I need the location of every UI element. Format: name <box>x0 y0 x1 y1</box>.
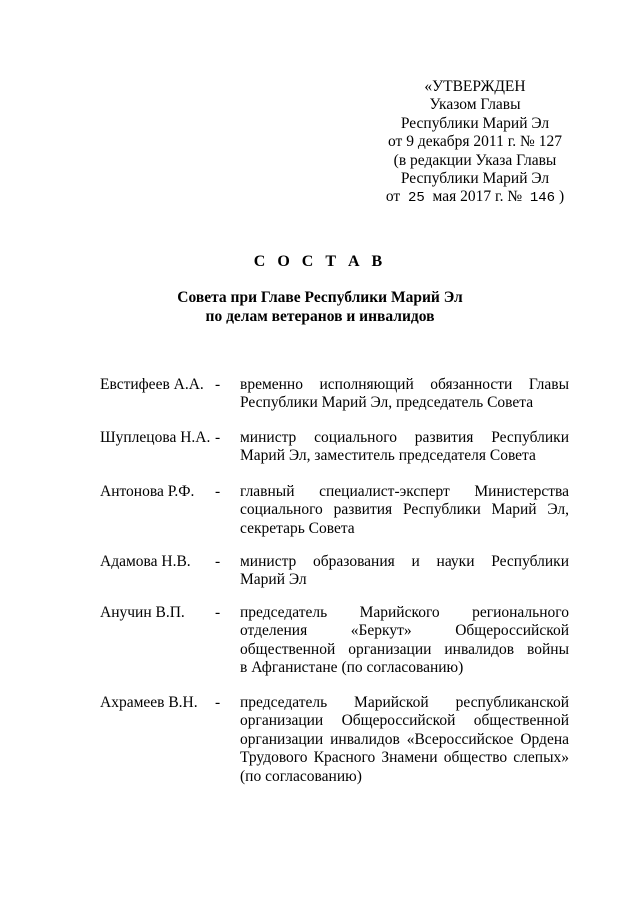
subtitle-line: Совета при Главе Республики Марий Эл <box>177 289 463 306</box>
role-line: министр образования и науки Республики <box>240 553 569 570</box>
member-name: Анучин В.П. <box>100 604 185 621</box>
role-line: секретарь Совета <box>240 519 355 537</box>
approval-date-day: 25 <box>407 190 425 207</box>
approval-date-middle: мая 2017 г. № <box>432 188 523 206</box>
role-line: общественной организации инвалидов войны <box>240 640 569 658</box>
role-line: Республики Марий Эл, председатель Совета <box>240 394 534 412</box>
role-line: социального развития Республики Марий Эл, <box>240 501 569 519</box>
role-line: организации инвалидов «Всероссийское Ордена <box>240 730 569 748</box>
member-name: Евстифеев А.А. <box>100 376 204 393</box>
approval-line: «УТВЕРЖДЕН <box>424 78 526 95</box>
role-line: Марий Эл, заместитель председателя Совета <box>240 447 536 465</box>
role-line: Трудового Красного Знамени общество слепых» <box>240 749 569 767</box>
member-dash: - <box>215 694 221 711</box>
role-line: в Афганистане (по согласованию) <box>240 659 464 677</box>
subtitle-line: по делам ветеранов и инвалидов <box>205 307 435 325</box>
role-line: главный специалист-эксперт Министерства <box>240 483 569 500</box>
role-line: временно исполняющий обязанности Главы <box>240 376 569 393</box>
role-line: Марий Эл <box>240 571 307 589</box>
role-line: (по согласованию) <box>240 767 362 785</box>
member-dash: - <box>215 376 221 393</box>
member-name: Ахрамеев В.Н. <box>100 694 198 711</box>
document-subtitle <box>0 289 640 326</box>
approval-line: Республики Марий Эл <box>400 170 550 188</box>
role-line: председатель Марийской республиканской <box>240 694 569 711</box>
approval-line: от 9 декабря 2011 г. № 127 <box>388 133 562 151</box>
member-role <box>240 376 569 413</box>
member-role <box>240 429 569 466</box>
member-dash: - <box>215 483 221 500</box>
role-line: председатель Марийского регионального <box>240 604 569 621</box>
approval-stamp <box>360 78 590 208</box>
member-role <box>240 604 569 678</box>
approval-date-number: 146 <box>529 190 556 207</box>
member-dash: - <box>215 604 221 621</box>
approval-date-suffix: ) <box>558 188 565 206</box>
approval-date-line <box>360 188 590 207</box>
document-title: С О С Т А В <box>253 253 387 270</box>
member-role <box>240 483 569 538</box>
member-role <box>240 553 569 590</box>
member-dash: - <box>215 429 221 446</box>
member-role <box>240 694 569 786</box>
role-line: организации Общероссийской общественной <box>240 712 569 730</box>
role-line: министр социального развития Республики <box>240 429 569 446</box>
member-name: Адамова Н.В. <box>100 553 191 570</box>
member-dash: - <box>215 553 221 570</box>
member-name: Шуплецова Н.А. <box>100 429 211 446</box>
member-name: Антонова Р.Ф. <box>100 483 195 500</box>
approval-line: Республики Марий Эл <box>400 114 550 132</box>
role-line: отделения «Беркут» Общероссийской <box>240 622 569 640</box>
approval-line: Указом Главы <box>429 96 521 114</box>
approval-line: (в редакции Указа Главы <box>393 151 557 169</box>
approval-date-prefix: от <box>385 188 401 206</box>
